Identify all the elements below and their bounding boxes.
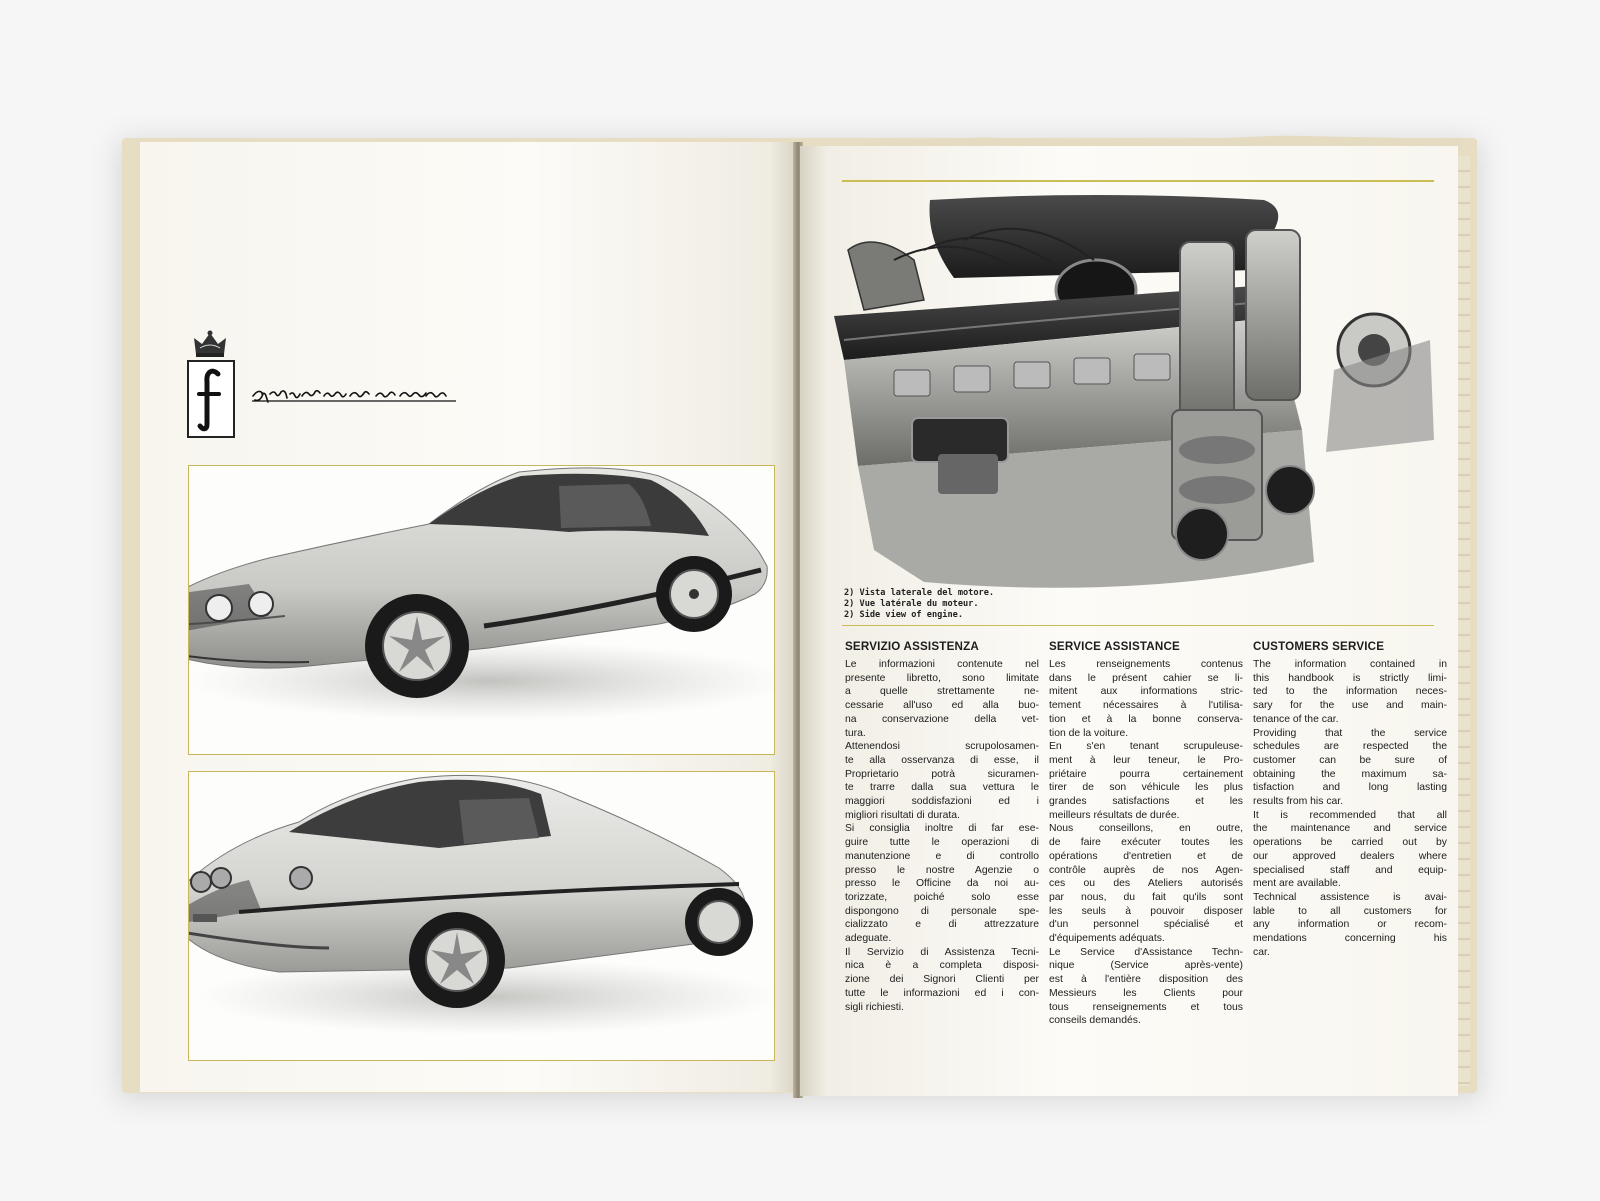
top-rule xyxy=(842,180,1434,182)
text-line: te trarre dalla sua vettura le xyxy=(845,782,1039,794)
text-line: It is recommended that all xyxy=(1253,809,1447,821)
column-heading: SERVIZIO ASSISTENZA xyxy=(845,640,979,653)
text-line: Providing that the service xyxy=(1253,727,1447,739)
text-line: mendations concerning his xyxy=(1253,933,1447,945)
text-line: conseils demandés. xyxy=(1049,1015,1141,1027)
text-line: par nous, du fait qu'ils sont xyxy=(1049,891,1243,903)
text-line: Le Service d'Assistance Techn- xyxy=(1049,946,1243,958)
f-letter-icon xyxy=(195,366,227,432)
text-line: na conservazione della vet- xyxy=(845,713,1039,725)
text-line: maggiori soddisfazioni ed i xyxy=(845,796,1039,808)
text-line: ment are available. xyxy=(1253,878,1341,890)
page-edges xyxy=(1458,156,1470,1086)
text-line: En s'en tenant scrupuleuse- xyxy=(1049,741,1243,753)
text-line: Le informazioni contenute nel xyxy=(845,659,1039,670)
text-line: results from his car. xyxy=(1253,796,1344,808)
car-photo-rear xyxy=(188,771,775,1061)
text-line: priétaire pourra certainement xyxy=(1049,768,1243,780)
text-line: tement nécessaires à l'utilisa- xyxy=(1049,700,1243,712)
text-line: presso le nostre Agenzie o xyxy=(845,864,1039,876)
caption-line-english: 2) Side view of engine. xyxy=(844,610,963,620)
text-line: tion et à la bonne conserva- xyxy=(1049,713,1243,725)
text-line: a quelle strettamente ne- xyxy=(845,686,1039,698)
column-heading: SERVICE ASSISTANCE xyxy=(1049,640,1180,653)
text-line: torizzate, poiché solo esse xyxy=(845,891,1039,903)
engine-illustration xyxy=(834,190,1450,612)
text-line: sigli richiesti. xyxy=(845,1001,904,1013)
text-line: operations be carried out by xyxy=(1253,837,1447,849)
text-line: dans le présent cahier se li- xyxy=(1049,672,1243,684)
column-body xyxy=(1253,658,1447,959)
car-front-illustration xyxy=(189,466,774,754)
column-french xyxy=(1049,640,1243,1028)
text-line: te alla osservanza di esse, il xyxy=(845,754,1039,766)
text-line: meilleurs résultats de durée. xyxy=(1049,809,1180,821)
text-line: adeguate. xyxy=(845,933,892,945)
text-line: tisfaction and long lasting xyxy=(1253,782,1447,794)
text-line: this handbook is strictly limi- xyxy=(1253,672,1447,684)
text-line: migliori risultati di durata. xyxy=(845,809,960,821)
text-line: tutte le informazioni ed i con- xyxy=(845,987,1039,999)
text-line: Si consiglia inoltre di far ese- xyxy=(845,823,1039,835)
text-line: nica è a completa disposi- xyxy=(845,960,1039,972)
text-line: tura. xyxy=(845,727,866,739)
text-line: presente libretto, sono limitate xyxy=(845,672,1039,684)
text-line: cessarie all'uso ed alla buo- xyxy=(845,700,1039,712)
text-line: Il Servizio di Assistenza Tecni- xyxy=(845,946,1039,958)
pininfarina-wordmark xyxy=(250,376,460,410)
text-line: est à l'entière disposition des xyxy=(1049,974,1243,986)
text-line: dispongono di personale spe- xyxy=(845,905,1039,917)
text-line: mitent aux informations stric- xyxy=(1049,686,1243,698)
text-line: nique (Service après-vente) xyxy=(1049,960,1243,972)
text-line: obtaining the maximum sa- xyxy=(1253,768,1447,780)
text-line: d'un personnel spécialisé et xyxy=(1049,919,1243,931)
text-line: manutenzione e di controllo xyxy=(845,850,1039,862)
column-italian xyxy=(845,640,1039,1014)
text-line: any information or recom- xyxy=(1253,919,1447,931)
text-line: zione dei Signori Clienti per xyxy=(845,974,1039,986)
column-heading: CUSTOMERS SERVICE xyxy=(1253,640,1385,653)
text-line: les seuls à pouvoir disposer xyxy=(1049,905,1243,917)
middle-rule xyxy=(842,625,1434,626)
text-line: Technical assistence is avai- xyxy=(1253,891,1447,903)
text-line: grandes satisfactions et les xyxy=(1049,796,1243,808)
text-line: our approved dealers where xyxy=(1253,850,1447,862)
text-line: ment à leur teneur, le Pro- xyxy=(1049,754,1243,766)
text-line: guire tutte le operazioni di xyxy=(845,837,1039,849)
column-body xyxy=(845,658,1039,1014)
text-line: Attenendosi scrupolosamen- xyxy=(845,741,1039,753)
text-line: Messieurs les Clients pour xyxy=(1049,987,1243,999)
text-line: tion de la voiture. xyxy=(1049,727,1129,739)
text-line: Proprietario potrà sicuramen- xyxy=(845,768,1039,780)
caption-line-italian: 2) Vista laterale del motore. xyxy=(844,588,995,598)
text-line: tous renseignements et tous xyxy=(1049,1001,1243,1013)
text-line: contrôle auprès de nos Agen- xyxy=(1049,864,1243,876)
text-line: d'équipements adéquats. xyxy=(1049,933,1165,945)
text-line: opérations d'entretien et de xyxy=(1049,850,1243,862)
car-photo-front xyxy=(188,465,775,755)
caption-line-french: 2) Vue latérale du moteur. xyxy=(844,599,979,609)
figure-caption xyxy=(844,588,1144,621)
text-line: sary for the use and main- xyxy=(1253,700,1447,712)
text-line: the maintenance and service xyxy=(1253,823,1447,835)
text-line: schedules are respected the xyxy=(1253,741,1447,753)
text-line: Les renseignements contenus xyxy=(1049,659,1243,670)
text-line: tenance of the car. xyxy=(1253,713,1339,725)
text-line: tirer de son véhicule les plus xyxy=(1049,782,1243,794)
text-line: The information contained in xyxy=(1253,659,1447,670)
crown-icon xyxy=(193,330,227,358)
text-line: presso le Officine da noi au- xyxy=(845,878,1039,890)
pininfarina-logo xyxy=(185,330,235,438)
text-line: car. xyxy=(1253,946,1270,958)
text-line: de faire exécuter toutes les xyxy=(1049,837,1243,849)
text-line: specialised staff and equip- xyxy=(1253,864,1447,876)
text-line: customer can be sure of xyxy=(1253,754,1447,766)
car-rear-illustration xyxy=(189,772,774,1060)
text-line: Nous conseillons, en outre, xyxy=(1049,823,1243,835)
text-line: cializzato e di attrezzature xyxy=(845,919,1039,931)
text-line: lable to all customers for xyxy=(1253,905,1447,917)
text-line: ces ou des Ateliers autorisés xyxy=(1049,878,1243,890)
text-line: ted to the information neces- xyxy=(1253,686,1447,698)
column-body xyxy=(1049,658,1243,1028)
logo-emblem-box xyxy=(187,360,235,438)
column-english xyxy=(1253,640,1447,959)
